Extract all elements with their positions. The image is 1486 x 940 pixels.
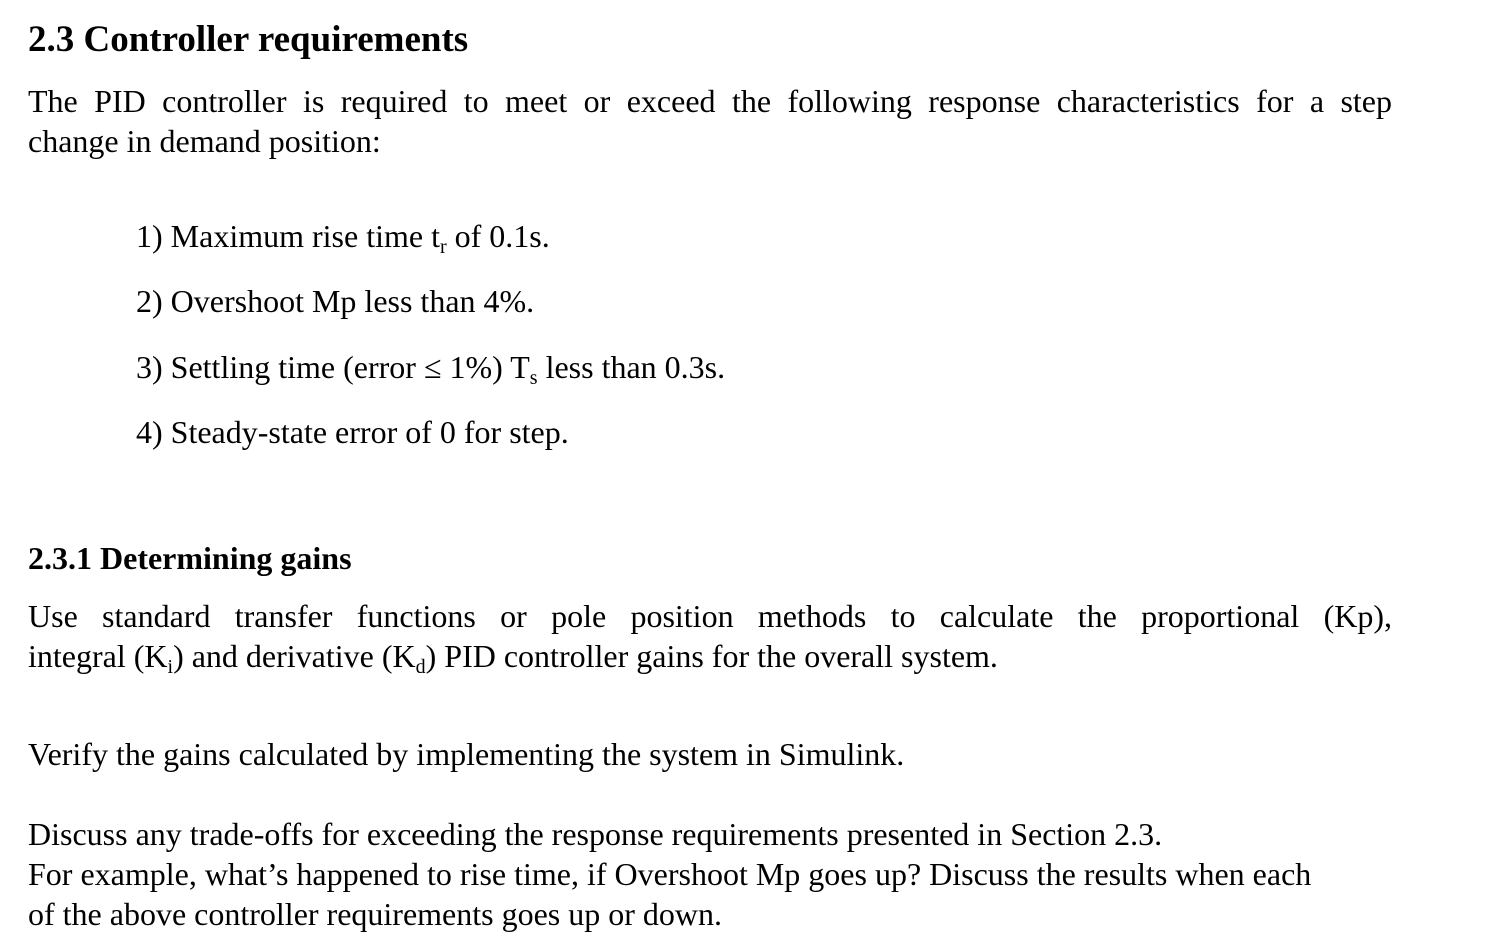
subscript-r: r: [439, 236, 447, 258]
intro-line-2: change in demand position:: [28, 123, 381, 159]
requirement-overshoot: 2) Overshoot Mp less than 4%.: [136, 283, 535, 319]
discuss-line-2: For example, what’s happened to rise time, if Overshoot Mp goes up? Discuss the results when each: [28, 856, 1312, 892]
subscript-d: d: [415, 656, 426, 678]
subscript-i: i: [167, 656, 174, 678]
subscript-s: s: [529, 367, 538, 389]
verify-line: Verify the gains calculated by implementing the system in Simulink.: [28, 736, 905, 772]
gains-line-2: integral $(K_i)$ and derivative $(K_d)$ PID controller gains for the overall system.: [28, 638, 998, 678]
requirement-steady-state: 4) Steady-state error of 0 for step.: [136, 414, 569, 450]
intro-paragraph: [28, 81, 1392, 161]
gains-line-1: Use standard transfer functions or pole position methods to calculate the proportional (Kp),: [28, 598, 1392, 634]
discuss-paragraph: [28, 814, 1392, 934]
discuss-line-1: Discuss any trade-offs for exceeding the response requirements presented in Section 2.3.: [28, 816, 1163, 852]
requirement-settling-time: 3) Settling time (error ≤ 1%) $T_s$ less than 0.3s.: [136, 349, 726, 389]
subsection-heading: 2.3.1 Determining gains: [28, 540, 352, 576]
gains-paragraph: [28, 596, 1392, 676]
intro-line-1: The PID controller is required to meet or exceed the following response characteristics for a step: [28, 83, 1392, 119]
verify-paragraph: [28, 734, 1392, 774]
requirement-rise-time: 1) Maximum rise time $t_r$ of 0.1s.: [136, 218, 550, 258]
section-heading: 2.3 Controller requirements: [28, 19, 469, 60]
discuss-line-3: of the above controller requirements goes up or down.: [28, 896, 723, 932]
